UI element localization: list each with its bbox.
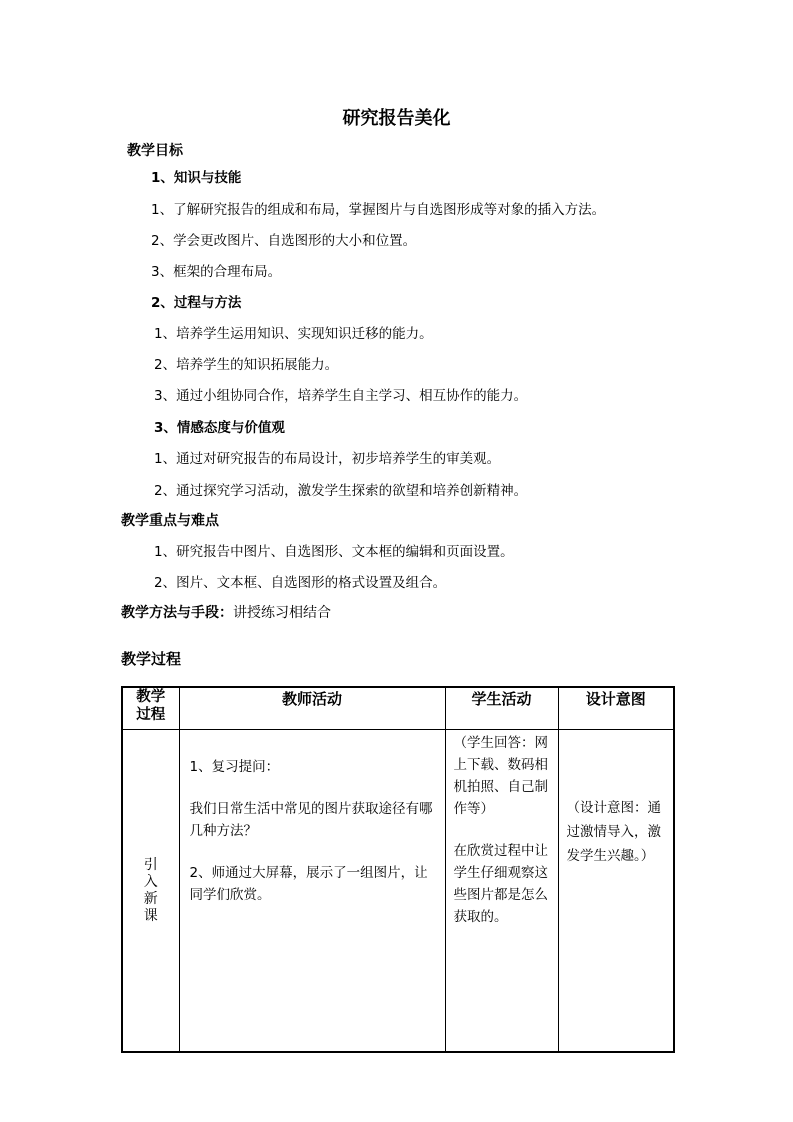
goal-item: 3、通过小组协同合作，培养学生自主学习、相互协作的能力。 [154,388,528,404]
stage-char: 课 [143,907,158,924]
section-heading-process: 2、过程与方法 [151,295,242,311]
header-stage-line: 过程 [136,707,166,723]
goal-item: 2、学会更改图片、自选图形的大小和位置。 [151,233,417,249]
teaching-method [121,602,331,622]
teacher-activity-cell [179,730,445,1053]
teacher-activity-text: 2、师通过大屏幕，展示了一组图片，让同学们欣赏。 [189,865,428,903]
header-student-activity: 学生活动 [445,687,558,730]
document-title: 研究报告美化 [342,108,451,129]
table-row [122,730,674,1053]
key-point-item: 1、研究报告中图片、自选图形、文本框的编辑和页面设置。 [154,544,514,560]
key-point-item: 2、图片、文本框、自选图形的格式设置及组合。 [154,575,447,591]
stage-char: 引 [143,856,158,873]
student-activity-text: 在欣赏过程中让学生仔细观察这些图片都是怎么获取的。 [453,843,548,925]
header-design-intent: 设计意图 [558,687,674,730]
teaching-process-table [121,686,675,1053]
teacher-activity-text: 我们日常生活中常见的图片获取途径有哪几种方法？ [189,801,433,839]
design-intent-cell [558,730,674,1053]
design-intent-text: （设计意图：通过激情导入，激发学生兴趣。） [566,800,661,864]
goal-item: 1、了解研究报告的组成和布局，掌握图片与自选图形成等对象的插入方法。 [151,202,606,218]
section-heading-attitude: 3、情感态度与价值观 [154,420,285,436]
goal-item: 1、培养学生运用知识、实现知识迁移的能力。 [154,326,433,342]
goal-item: 1、通过对研究报告的布局设计，初步培养学生的审美观。 [154,451,501,467]
student-activity-text: （学生回答：网上下载、数码相机拍照、自己制作等） [453,735,548,817]
header-teacher-activity: 教师活动 [179,687,445,730]
teaching-process-heading: 教学过程 [121,650,182,668]
teaching-method-label: 教学方法与手段： [121,605,233,621]
goal-item: 2、通过探究学习活动，激发学生探索的欲望和培养创新精神。 [154,483,528,499]
stage-cell [122,730,179,1053]
header-stage-line: 教学 [136,689,166,705]
section-heading-knowledge: 1、知识与技能 [151,170,242,186]
table-header-row [122,687,674,730]
stage-char: 入 [143,873,158,890]
teaching-goals-heading: 教学目标 [127,143,183,159]
key-points-heading: 教学重点与难点 [121,513,219,529]
stage-char: 新 [143,890,158,907]
header-stage [122,687,179,730]
teacher-activity-text: 1、复习提问： [189,759,280,775]
student-activity-cell [445,730,558,1053]
teaching-method-value: 讲授练习相结合 [233,605,331,621]
goal-item: 3、框架的合理布局。 [151,264,282,280]
goal-item: 2、培养学生的知识拓展能力。 [154,357,339,373]
